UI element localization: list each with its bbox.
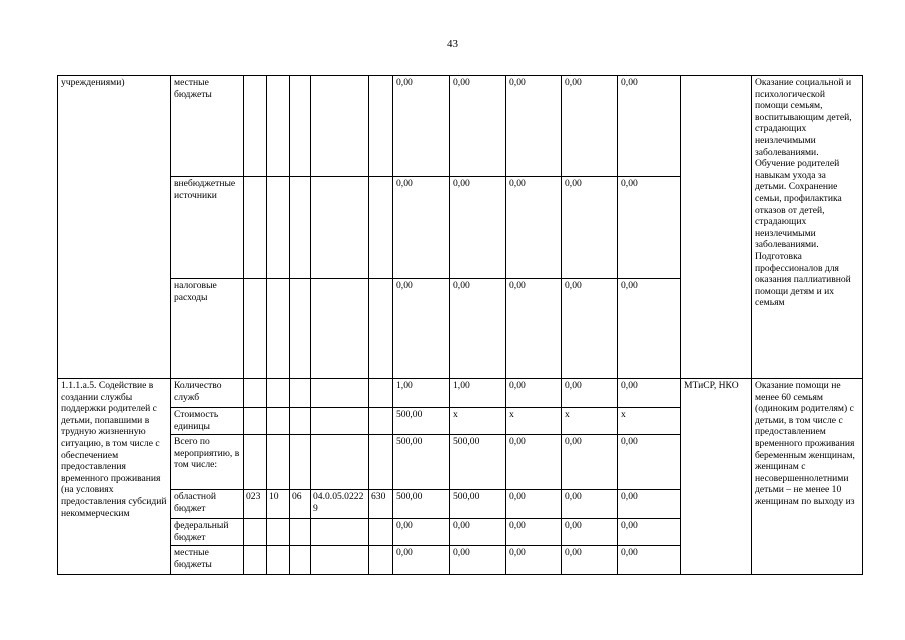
value-cell: 0,00 [506,519,562,546]
source-cell: местные бюджеты [171,546,244,575]
code-cell [244,519,267,546]
code-cell [369,76,393,177]
value-cell: х [618,408,681,435]
code-cell [267,546,290,575]
code-cell [369,435,393,490]
value-cell: 0,00 [393,279,450,379]
result-cell: Оказание помощи не менее 60 семьям (одиноким родителям) с детьми, в том числе с предоставлением временного проживания беременным женщинам, женщинам с несовершеннолетними детьми – не менее 10 женщинам по выходу из [752,379,863,575]
value-cell: х [506,408,562,435]
value-cell: 0,00 [562,546,618,575]
code-cell [369,379,393,408]
code-cell [290,177,311,279]
value-cell: 0,00 [393,76,450,177]
code-cell [290,546,311,575]
value-cell: 500,00 [393,408,450,435]
value-cell: 0,00 [393,519,450,546]
code-cell [244,408,267,435]
source-cell: федеральный бюджет [171,519,244,546]
code-cell [369,408,393,435]
code-cell [267,519,290,546]
value-cell: 1,00 [393,379,450,408]
value-cell: 0,00 [450,546,506,575]
value-cell: 0,00 [562,177,618,279]
value-cell: 0,00 [562,490,618,519]
code-cell [311,435,369,490]
code-cell: 10 [267,490,290,519]
code-cell [267,279,290,379]
value-cell: 0,00 [506,279,562,379]
code-cell [267,435,290,490]
result-cell: Оказание социальной и психологической помощи семьям, воспитывающим детей, страдающих неизлечимыми заболеваниями. Обучение родителей навыкам ухода за детьми. Сохранение семьи, профилактика отказов от детей, страдающих неизлечимыми заболеваниями. Подготовка профессионалов для оказания паллиативной помощи детям и их семьям [752,76,863,379]
value-cell: 0,00 [562,379,618,408]
source-cell: Стоимость единицы [171,408,244,435]
code-cell: 630 [369,490,393,519]
source-cell: местные бюджеты [171,76,244,177]
code-cell [290,76,311,177]
value-cell: х [450,408,506,435]
code-cell [244,177,267,279]
value-cell: 0,00 [618,379,681,408]
value-cell: 0,00 [618,546,681,575]
value-cell: 0,00 [393,177,450,279]
code-cell [290,435,311,490]
code-cell [311,279,369,379]
code-cell [267,408,290,435]
value-cell: 0,00 [506,435,562,490]
value-cell: 0,00 [562,519,618,546]
value-cell: 0,00 [393,546,450,575]
code-cell: 023 [244,490,267,519]
value-cell: 0,00 [450,177,506,279]
value-cell: 1,00 [450,379,506,408]
code-cell: 06 [290,490,311,519]
code-cell [369,546,393,575]
code-cell [244,279,267,379]
code-cell [244,379,267,408]
code-cell [311,379,369,408]
value-cell: 0,00 [506,490,562,519]
value-cell: 500,00 [450,490,506,519]
value-cell: 0,00 [450,279,506,379]
value-cell: 0,00 [450,76,506,177]
value-cell: 500,00 [450,435,506,490]
value-cell: 0,00 [618,279,681,379]
table-row [58,76,863,177]
value-cell: 0,00 [562,279,618,379]
value-cell: 0,00 [618,519,681,546]
code-cell [311,177,369,279]
code-cell [290,279,311,379]
source-cell: Количество служб [171,379,244,408]
code-cell [244,76,267,177]
value-cell: 0,00 [618,490,681,519]
value-cell: 0,00 [618,435,681,490]
source-cell: налоговые расходы [171,279,244,379]
code-cell [290,379,311,408]
code-cell [290,519,311,546]
code-cell [267,76,290,177]
value-cell: 0,00 [506,177,562,279]
code-cell [267,379,290,408]
code-cell [290,408,311,435]
executor-cell: МТиСР, НКО [681,379,752,575]
code-cell [244,435,267,490]
value-cell: 0,00 [618,177,681,279]
code-cell [369,177,393,279]
source-cell: Всего по мероприятию, в том числе: [171,435,244,490]
code-cell [311,76,369,177]
code-cell [369,279,393,379]
value-cell: 500,00 [393,490,450,519]
code-cell: 04.0.05.02229 [311,490,369,519]
code-cell [311,408,369,435]
measure-cell: 1.1.1.а.5. Содействие в создании службы поддержки родителей с детьми, попавшими в трудную жизненную ситуацию, в том числе с обеспечением предоставления временного проживания (на условиях предоставления субсидий некоммерческим [58,379,171,575]
measure-cell: учреждениями) [58,76,171,379]
value-cell: 0,00 [618,76,681,177]
value-cell: 500,00 [393,435,450,490]
value-cell: х [562,408,618,435]
executor-cell [681,76,752,379]
code-cell [311,519,369,546]
source-cell: областной бюджет [171,490,244,519]
code-cell [244,546,267,575]
value-cell: 0,00 [506,76,562,177]
page-number: 43 [447,38,458,50]
value-cell: 0,00 [450,519,506,546]
value-cell: 0,00 [506,379,562,408]
value-cell: 0,00 [506,546,562,575]
table-row [58,379,863,408]
source-cell: внебюджетные источники [171,177,244,279]
budget-table [57,75,863,575]
value-cell: 0,00 [562,76,618,177]
value-cell: 0,00 [562,435,618,490]
code-cell [311,546,369,575]
code-cell [369,519,393,546]
code-cell [267,177,290,279]
